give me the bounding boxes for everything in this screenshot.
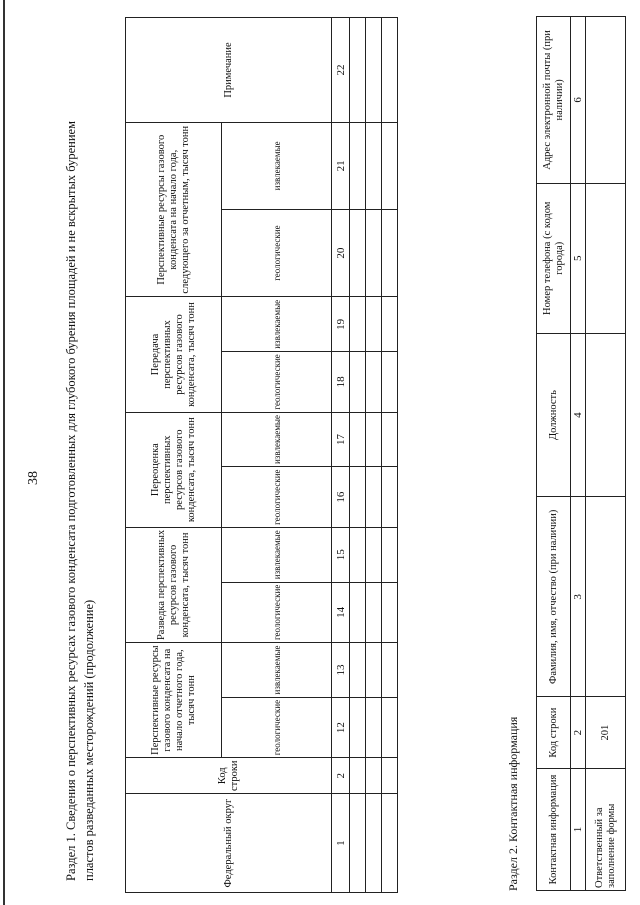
column-number: 5 (571, 183, 586, 333)
scan-edge-line (3, 0, 5, 905)
subheader-recoverable: извлекаемые (222, 412, 332, 467)
header-phone: Номер телефона (с кодом города) (537, 183, 571, 333)
column-number: 14 (332, 582, 350, 642)
table-row (382, 18, 398, 893)
subheader-geological: геологические (222, 209, 332, 297)
table-row (350, 18, 366, 893)
column-number: 18 (332, 352, 350, 412)
column-number-row (571, 17, 586, 891)
subheader-recoverable: извлекаемые (222, 643, 332, 698)
column-number: 21 (332, 122, 350, 209)
table-row (586, 17, 626, 891)
header-row-code: Код строки (126, 758, 332, 794)
section2-table (536, 16, 626, 891)
column-number: 15 (332, 527, 350, 582)
header-note: Примечание (126, 18, 332, 123)
column-number: 22 (332, 18, 350, 123)
header-row-code: Код строки (537, 697, 571, 769)
position-cell[interactable] (586, 333, 626, 497)
header-exploration: Разведка перспективных ресурсов газового конденсата, тысяч тонн (126, 527, 222, 642)
header-federal-district: Федеральный округ (126, 794, 332, 893)
column-number: 2 (571, 697, 586, 769)
header-perspective-start: Перспективные ресурсы газового конденсата на начало отчетного года, тысяч тонн (126, 643, 222, 758)
phone-cell[interactable] (586, 183, 626, 333)
subheader-geological: геологические (222, 697, 332, 757)
column-number: 6 (571, 17, 586, 184)
header-position: Должность (537, 333, 571, 497)
header-email: Адрес электронной почты (при наличии) (537, 17, 571, 184)
full-name-cell[interactable] (586, 497, 626, 697)
column-number: 16 (332, 467, 350, 527)
column-number: 4 (571, 333, 586, 497)
row-code-201: 201 (586, 697, 626, 769)
column-number-row (332, 18, 350, 893)
section1-title-line1: Раздел 1. Сведения о перспективных ресурсах газового конденсата подготовленных для глубокого бурения площадей и не вскрытых бурением (64, 121, 78, 881)
column-number: 1 (332, 794, 350, 893)
column-number: 13 (332, 643, 350, 698)
email-cell[interactable] (586, 17, 626, 184)
header-perspective-next: Перспективные ресурсы газового конденсата на начало года, следующего за отчетным, тысяч тонн (126, 122, 222, 296)
column-number: 3 (571, 497, 586, 697)
section1-table (125, 17, 398, 893)
subheader-geological: геологические (222, 352, 332, 412)
header-full-name: Фамилия, имя, отчество (при наличии) (537, 497, 571, 697)
subheader-geological: геологические (222, 582, 332, 642)
subheader-recoverable: извлекаемые (222, 122, 332, 209)
column-number: 1 (571, 769, 586, 891)
table-row (366, 18, 382, 893)
section1-title-line2: пластов разведанных месторождений (продолжение) (82, 599, 96, 881)
row-label-responsible: Ответственный за заполнение формы (586, 769, 626, 891)
column-number: 12 (332, 697, 350, 757)
header-reassessment: Переоценка перспективных ресурсов газового конденсата, тысяч тонн (126, 412, 222, 527)
subheader-recoverable: извлекаемые (222, 527, 332, 582)
column-number: 19 (332, 297, 350, 352)
header-transfer: Передача перспективных ресурсов газового конденсата, тысяч тонн (126, 297, 222, 412)
column-number: 20 (332, 209, 350, 297)
subheader-recoverable: извлекаемые (222, 297, 332, 352)
section2-title: Раздел 2. Контактная информация (506, 716, 520, 891)
subheader-geological: геологические (222, 467, 332, 527)
page-number: 38 (26, 471, 41, 485)
column-number: 17 (332, 412, 350, 467)
header-contact-info: Контактная информация (537, 769, 571, 891)
column-number: 2 (332, 758, 350, 794)
section1-title (62, 21, 98, 881)
